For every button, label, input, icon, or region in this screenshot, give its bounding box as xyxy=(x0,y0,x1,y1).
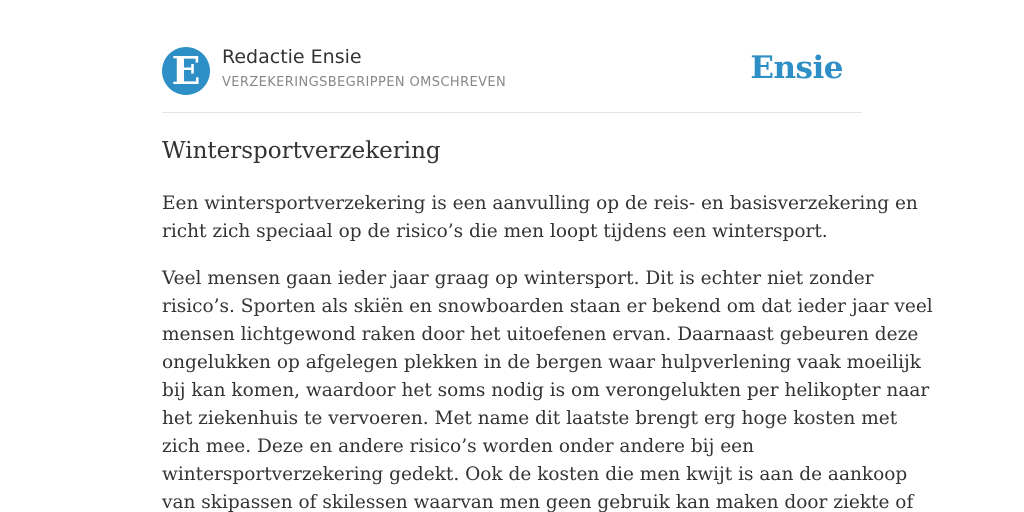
article-header xyxy=(162,0,862,113)
text-line: wintersportverzekering gedekt. Ook de kosten die men kwijt is aan de aankoop xyxy=(162,464,908,485)
text-line: richt zich speciaal op de risico’s die men loopt tijdens een wintersport. xyxy=(162,221,828,242)
article-container xyxy=(162,0,933,512)
text-line: het ziekenhuis te vervoeren. Met name dit laatste brengt erg hoge kosten met xyxy=(162,408,898,429)
text-line: bij kan komen, waardoor het soms nodig is om verongelukten per helikopter naar xyxy=(162,380,930,401)
text-line: risico’s. Sporten als skiën en snowboarden staan er bekend om dat ieder jaar veel xyxy=(162,296,933,317)
article-title: Wintersportverzekering xyxy=(162,138,441,164)
paragraph-intro xyxy=(162,190,918,246)
paragraph-body xyxy=(162,265,933,512)
text-line: mensen lichtgewond raken door het uitoefenen ervan. Daarnaast gebeuren deze xyxy=(162,324,919,345)
author-avatar[interactable]: E xyxy=(162,47,210,95)
category-label[interactable]: VERZEKERINGSBEGRIPPEN OMSCHREVEN xyxy=(222,75,507,90)
text-line: zich mee. Deze en andere risico’s worden onder andere bij een xyxy=(162,436,755,457)
author-name[interactable]: Redactie Ensie xyxy=(222,46,362,68)
text-line: Veel mensen gaan ieder jaar graag op wintersport. Dit is echter niet zonder xyxy=(162,268,874,289)
text-line: van skipassen of skilessen waarvan men geen gebruik kan maken door ziekte of xyxy=(162,492,914,512)
text-line: ongelukken op afgelegen plekken in de bergen waar hulpverlening vaak moeilijk xyxy=(162,352,922,373)
text-line: Een wintersportverzekering is een aanvulling op de reis- en basisverzekering en xyxy=(162,193,918,214)
ensie-logo[interactable]: Ensie xyxy=(750,50,843,86)
